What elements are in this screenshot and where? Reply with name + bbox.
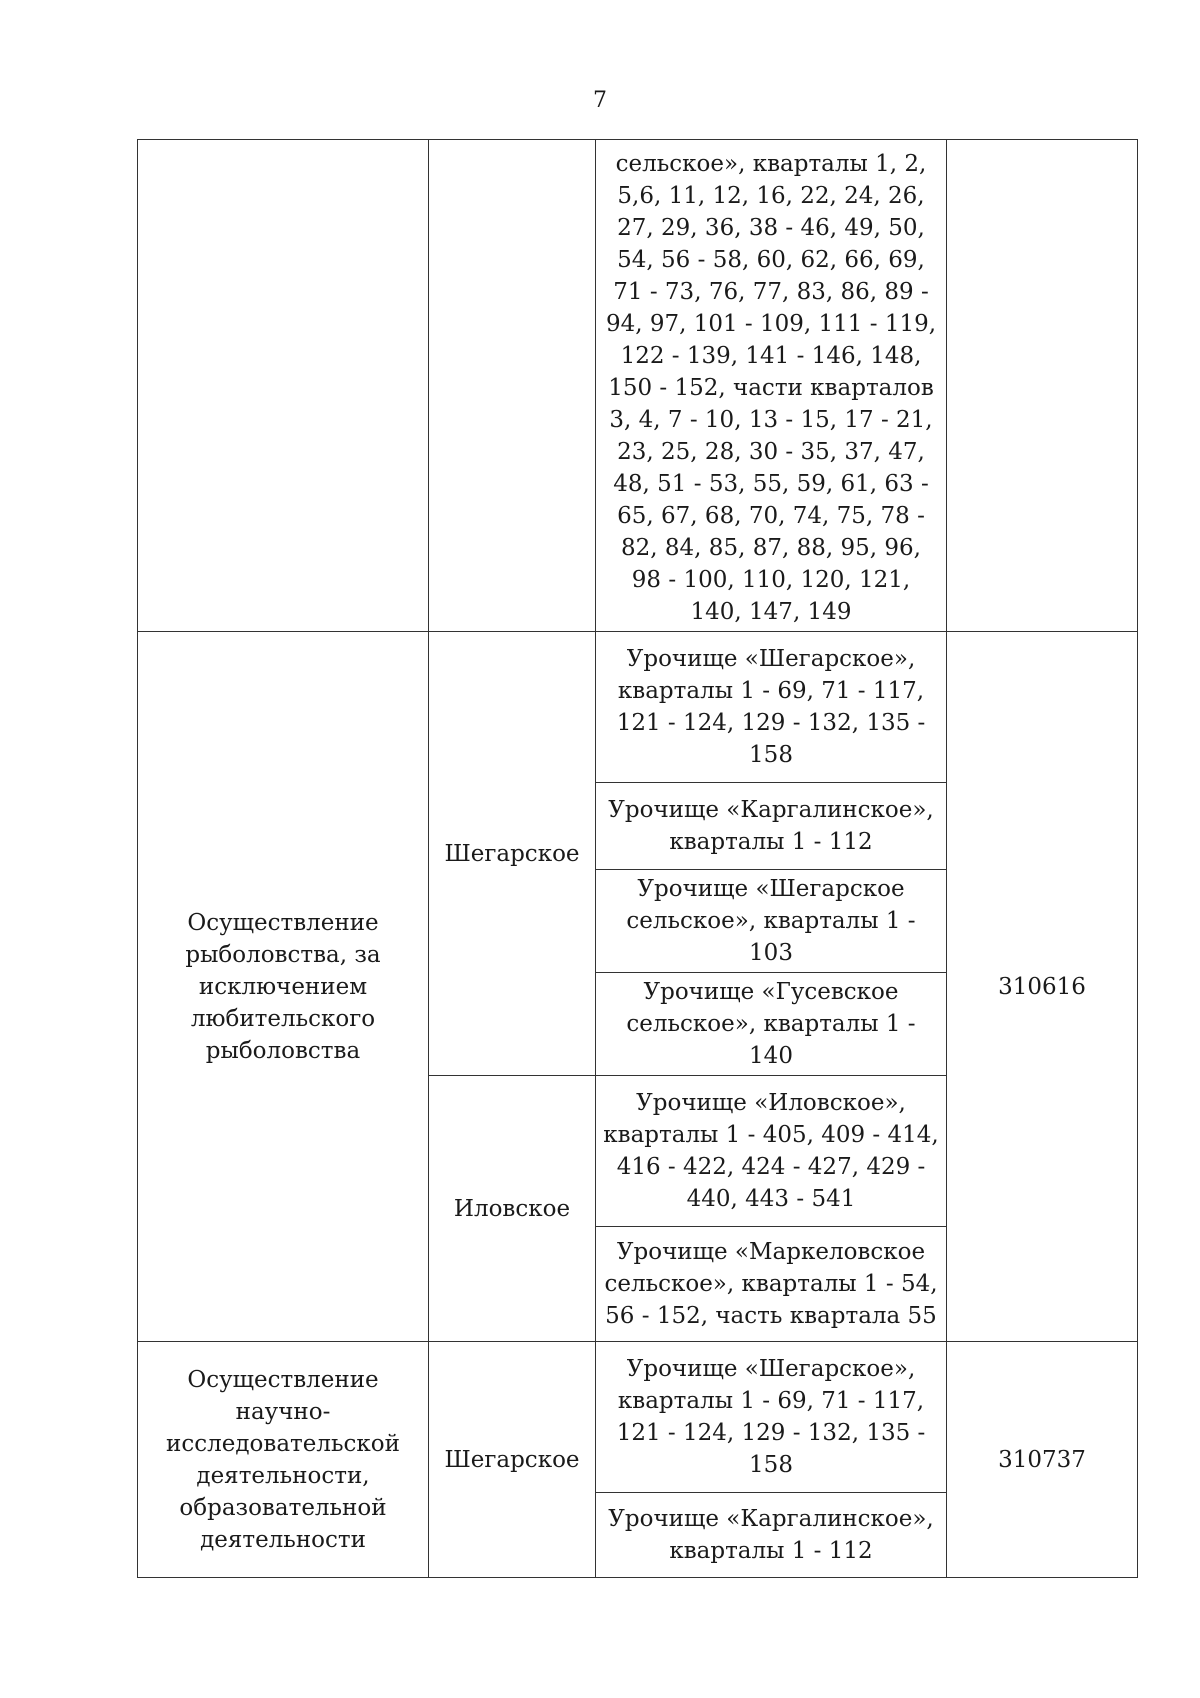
table-row	[138, 1342, 1138, 1493]
forestry-cell: Иловское	[429, 1076, 596, 1342]
tract-cell: Урочище «Шегарское», кварталы 1 - 69, 71 - 117, 121 - 124, 129 - 132, 135 - 158	[596, 632, 947, 783]
activity-cell: Осуществление научно-исследовательской деятельности, образовательной деятельности	[138, 1342, 429, 1578]
activity-cell-empty	[138, 140, 429, 632]
code-cell: 310616	[947, 632, 1138, 1342]
activity-cell: Осуществление рыболовства, за исключением любительского рыболовства	[138, 632, 429, 1342]
code-cell: 310737	[947, 1342, 1138, 1578]
tract-cell-continuation: сельское», кварталы 1, 2, 5,6, 11, 12, 16, 22, 24, 26, 27, 29, 36, 38 - 46, 49, 50, 54, 56 - 58, 60, 62, 66, 69, 71 - 73, 76, 77, 83, 86, 89 - 94, 97, 101 - 109, 111 - 119, 122 - 139, 141 - 146, 148, 150 - 152, части кварталов 3, 4, 7 - 10, 13 - 15, 17 - 21, 23, 25, 28, 30 - 35, 37, 47, 48, 51 - 53, 55, 59, 61, 63 - 65, 67, 68, 70, 74, 75, 78 - 82, 84, 85, 87, 88, 95, 96, 98 - 100, 110, 120, 121, 140, 147, 149	[596, 140, 947, 632]
tract-cell: Урочище «Каргалинское», кварталы 1 - 112	[596, 1493, 947, 1578]
tract-cell: Урочище «Шегарское сельское», кварталы 1 - 103	[596, 870, 947, 973]
page-number: 7	[593, 88, 607, 113]
code-cell-empty	[947, 140, 1138, 632]
tract-cell: Урочище «Шегарское», кварталы 1 - 69, 71 - 117, 121 - 124, 129 - 132, 135 - 158	[596, 1342, 947, 1493]
tract-cell: Урочище «Каргалинское», кварталы 1 - 112	[596, 783, 947, 870]
table-row-continuation	[138, 140, 1138, 632]
table-row	[138, 632, 1138, 783]
tract-cell: Урочище «Гусевское сельское», кварталы 1 - 140	[596, 973, 947, 1076]
tract-cell: Урочище «Иловское», кварталы 1 - 405, 409 - 414, 416 - 422, 424 - 427, 429 - 440, 443 - 541	[596, 1076, 947, 1227]
document-table	[137, 139, 1138, 1578]
tract-cell: Урочище «Маркеловское сельское», кварталы 1 - 54, 56 - 152, часть квартала 55	[596, 1227, 947, 1342]
forestry-cell-empty	[429, 140, 596, 632]
forestry-cell: Шегарское	[429, 632, 596, 1076]
forestry-cell: Шегарское	[429, 1342, 596, 1578]
